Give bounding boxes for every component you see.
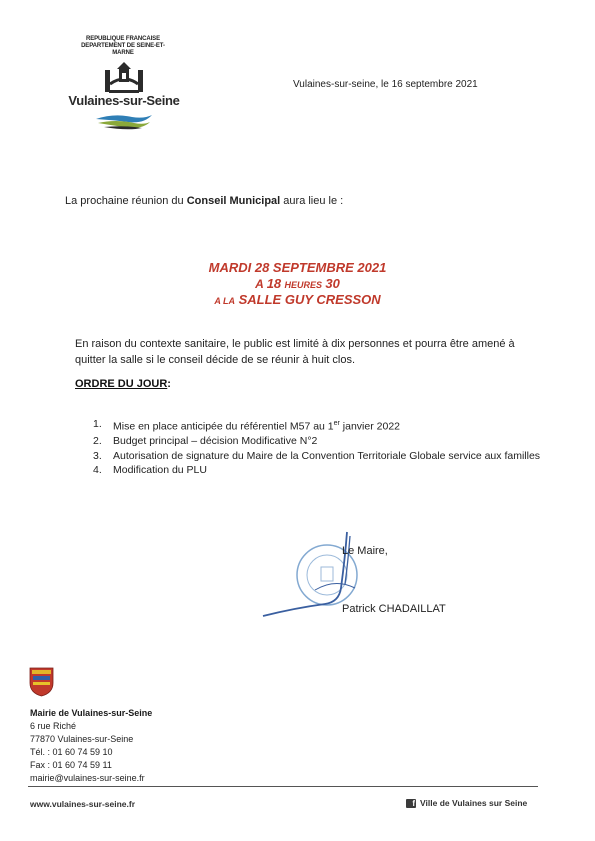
time-word: HEURES xyxy=(284,280,323,290)
agenda-item-label: Budget principal – décision Modificative N°2 xyxy=(113,435,318,447)
coat-of-arms-icon xyxy=(29,667,54,697)
department-line: DEPARTEMENT DE SEINE-ET- xyxy=(81,43,165,49)
agenda-item-tail: janvier 2022 xyxy=(339,420,400,433)
council-name: Conseil Municipal xyxy=(186,195,281,207)
agenda-item-label: Mise en place anticipée du référentiel M57 au 1 xyxy=(113,420,334,433)
agenda-item-number: 4. xyxy=(93,464,102,476)
agenda-title-text: ORDRE DU JOUR xyxy=(75,378,168,390)
town-name: Vulaines-sur-Seine xyxy=(68,93,180,108)
footer-divider xyxy=(28,786,538,787)
footer-address xyxy=(30,707,152,785)
agenda-item xyxy=(93,449,540,464)
footer-fax: Fax : 01 60 74 59 11 xyxy=(30,760,112,770)
agenda-item-sup: er xyxy=(333,420,340,427)
footer-facebook[interactable] xyxy=(406,798,527,808)
meeting-location xyxy=(0,292,595,307)
republic-line: REPUBLIQUE FRANCAISE xyxy=(85,36,160,42)
intro-text-end: aura lieu le : xyxy=(280,195,344,207)
agenda-item-label: Modification du PLU xyxy=(113,464,207,476)
footer-org: Mairie de Vulaines-sur-Seine xyxy=(30,708,153,718)
footer-street: 6 rue Riché xyxy=(30,721,77,731)
agenda-item-number: 1. xyxy=(93,418,102,430)
agenda-item-label: Autorisation de signature du Maire de la Convention Territoriale Globale service aux familles xyxy=(113,449,541,462)
footer-city: 77870 Vulaines-sur-Seine xyxy=(30,734,134,744)
time-minutes: 30 xyxy=(325,276,340,291)
date-line: Vulaines-sur-seine, le 16 septembre 2021 xyxy=(293,79,478,90)
time-prefix: A xyxy=(255,277,267,291)
republic-heading xyxy=(60,36,186,57)
agenda-item-number: 2. xyxy=(93,435,102,447)
agenda-item xyxy=(93,417,540,434)
footer-tel: Tél. : 01 60 74 59 10 xyxy=(30,747,113,757)
location-prefix: A LA xyxy=(214,296,235,306)
meeting-date: MARDI 28 SEPTEMBRE 2021 xyxy=(208,260,387,275)
agenda-item xyxy=(93,463,540,478)
department-line-end: MARNE xyxy=(112,50,134,56)
agenda-title xyxy=(75,378,171,390)
town-logo-icon xyxy=(97,60,151,94)
river-logo-icon xyxy=(94,113,154,131)
sanitary-notice: En raison du contexte sanitaire, le public est limité à dix personnes et pourra être amené à quitter la salle si le conseil décide de se réunir à huit clos. xyxy=(75,338,515,366)
intro-sentence xyxy=(65,195,343,207)
agenda-item-text xyxy=(113,417,400,434)
signature-name: Patrick CHADAILLAT xyxy=(342,603,446,615)
facebook-label: Ville de Vulaines sur Seine xyxy=(420,798,528,808)
agenda-title-colon: : xyxy=(167,378,171,390)
facebook-icon: f xyxy=(406,799,416,808)
agenda-item xyxy=(93,434,540,449)
agenda-list xyxy=(93,417,540,478)
footer-email[interactable]: mairie@vulaines-sur-seine.fr xyxy=(30,773,145,783)
meeting-time xyxy=(0,276,595,291)
signature-title: Le Maire, xyxy=(342,545,388,557)
location-name: SALLE GUY CRESSON xyxy=(238,292,381,307)
time-hour: 18 xyxy=(266,276,282,291)
intro-text: La prochaine réunion du xyxy=(65,195,187,207)
agenda-item-number: 3. xyxy=(93,449,102,462)
footer-website[interactable]: www.vulaines-sur-seine.fr xyxy=(30,799,136,809)
